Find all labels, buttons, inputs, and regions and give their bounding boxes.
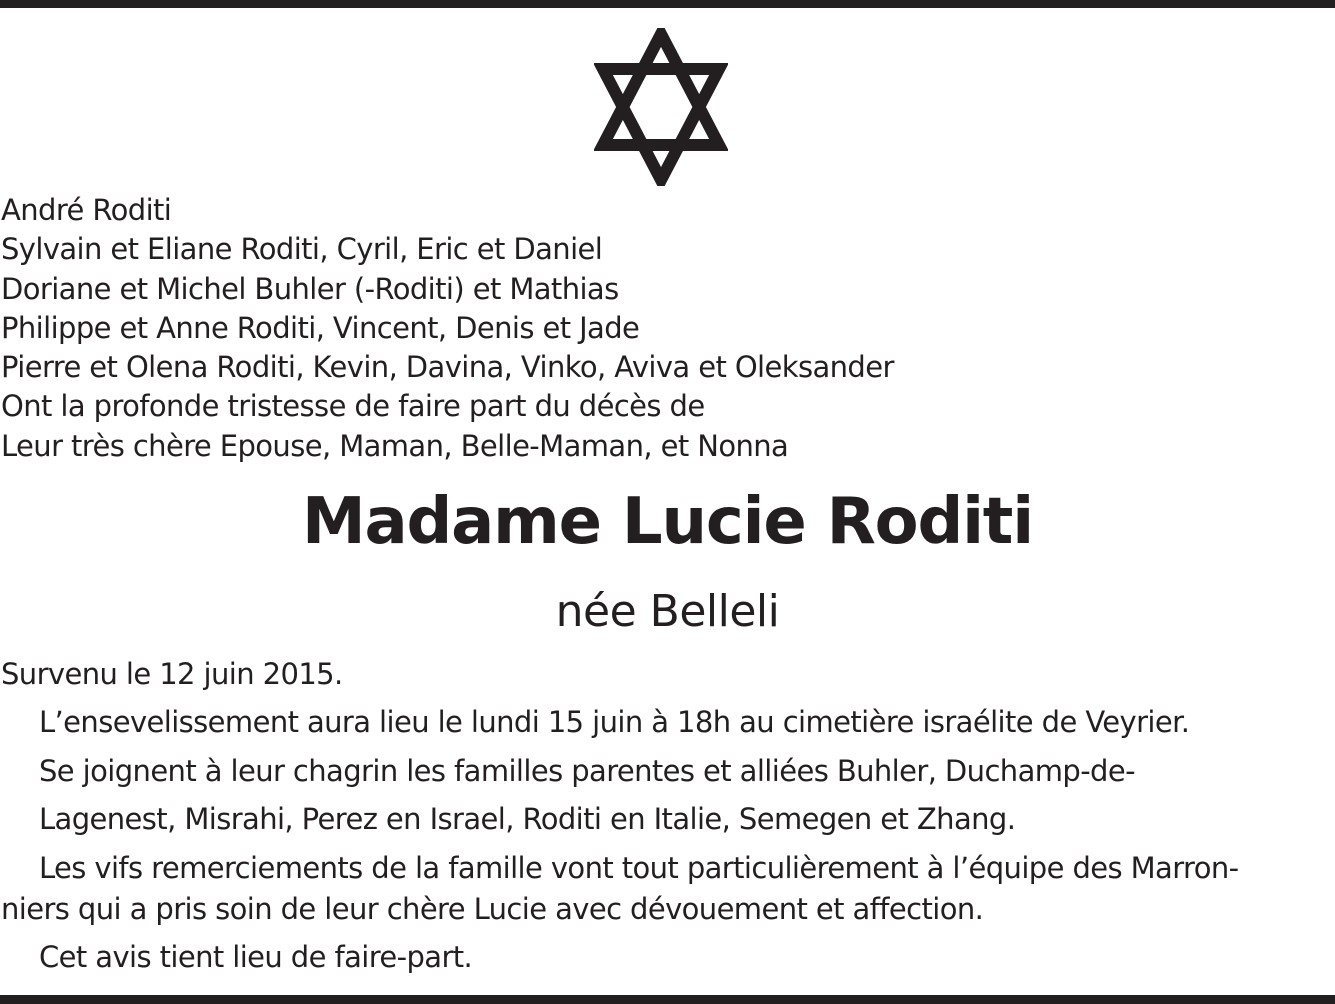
deceased-name: Madame Lucie Roditi [302, 485, 1033, 559]
family-line: André Roditi [1, 193, 172, 227]
family-line: Leur très chère Epouse, Maman, Belle-Maman, et Nonna [1, 428, 789, 463]
family-line: Doriane et Michel Buhler (-Roditi) et Mathias [1, 271, 619, 306]
thanks-line: niers qui a pris soin de leur chère Lucie avec dévouement et affection. [1, 892, 984, 926]
family-line: Sylvain et Eliane Roditi, Cyril, Eric et Daniel [1, 232, 603, 267]
top-rule [0, 0, 1335, 8]
burial-line: L’ensevelissement aura lieu le lundi 15 juin à 18h au cimetière israélite de Veyrier. [39, 705, 1190, 739]
maiden-name: née Belleli [555, 586, 780, 637]
families-line: Lagenest, Misrahi, Perez en Israel, Roditi en Italie, Semegen et Zhang. [39, 802, 1016, 836]
families-line: Se joignent à leur chagrin les familles parentes et alliées Buhler, Duchamp-de- [39, 754, 1135, 788]
bottom-rule [0, 995, 1335, 1004]
family-line: Philippe et Anne Roditi, Vincent, Denis et Jade [1, 310, 640, 345]
family-line: Ont la profonde tristesse de faire part du décès de [1, 389, 705, 424]
family-line: Pierre et Olena Roditi, Kevin, Davina, Vinko, Aviva et Oleksander [1, 350, 894, 385]
death-date-line: Survenu le 12 juin 2015. [1, 657, 343, 691]
notice-line: Cet avis tient lieu de faire-part. [39, 940, 473, 974]
family-list [1, 191, 894, 466]
thanks-line: Les vifs remerciements de la famille vont tout particulièrement à l’équipe des Marron- [39, 851, 1239, 885]
star-of-david-icon [594, 28, 728, 186]
